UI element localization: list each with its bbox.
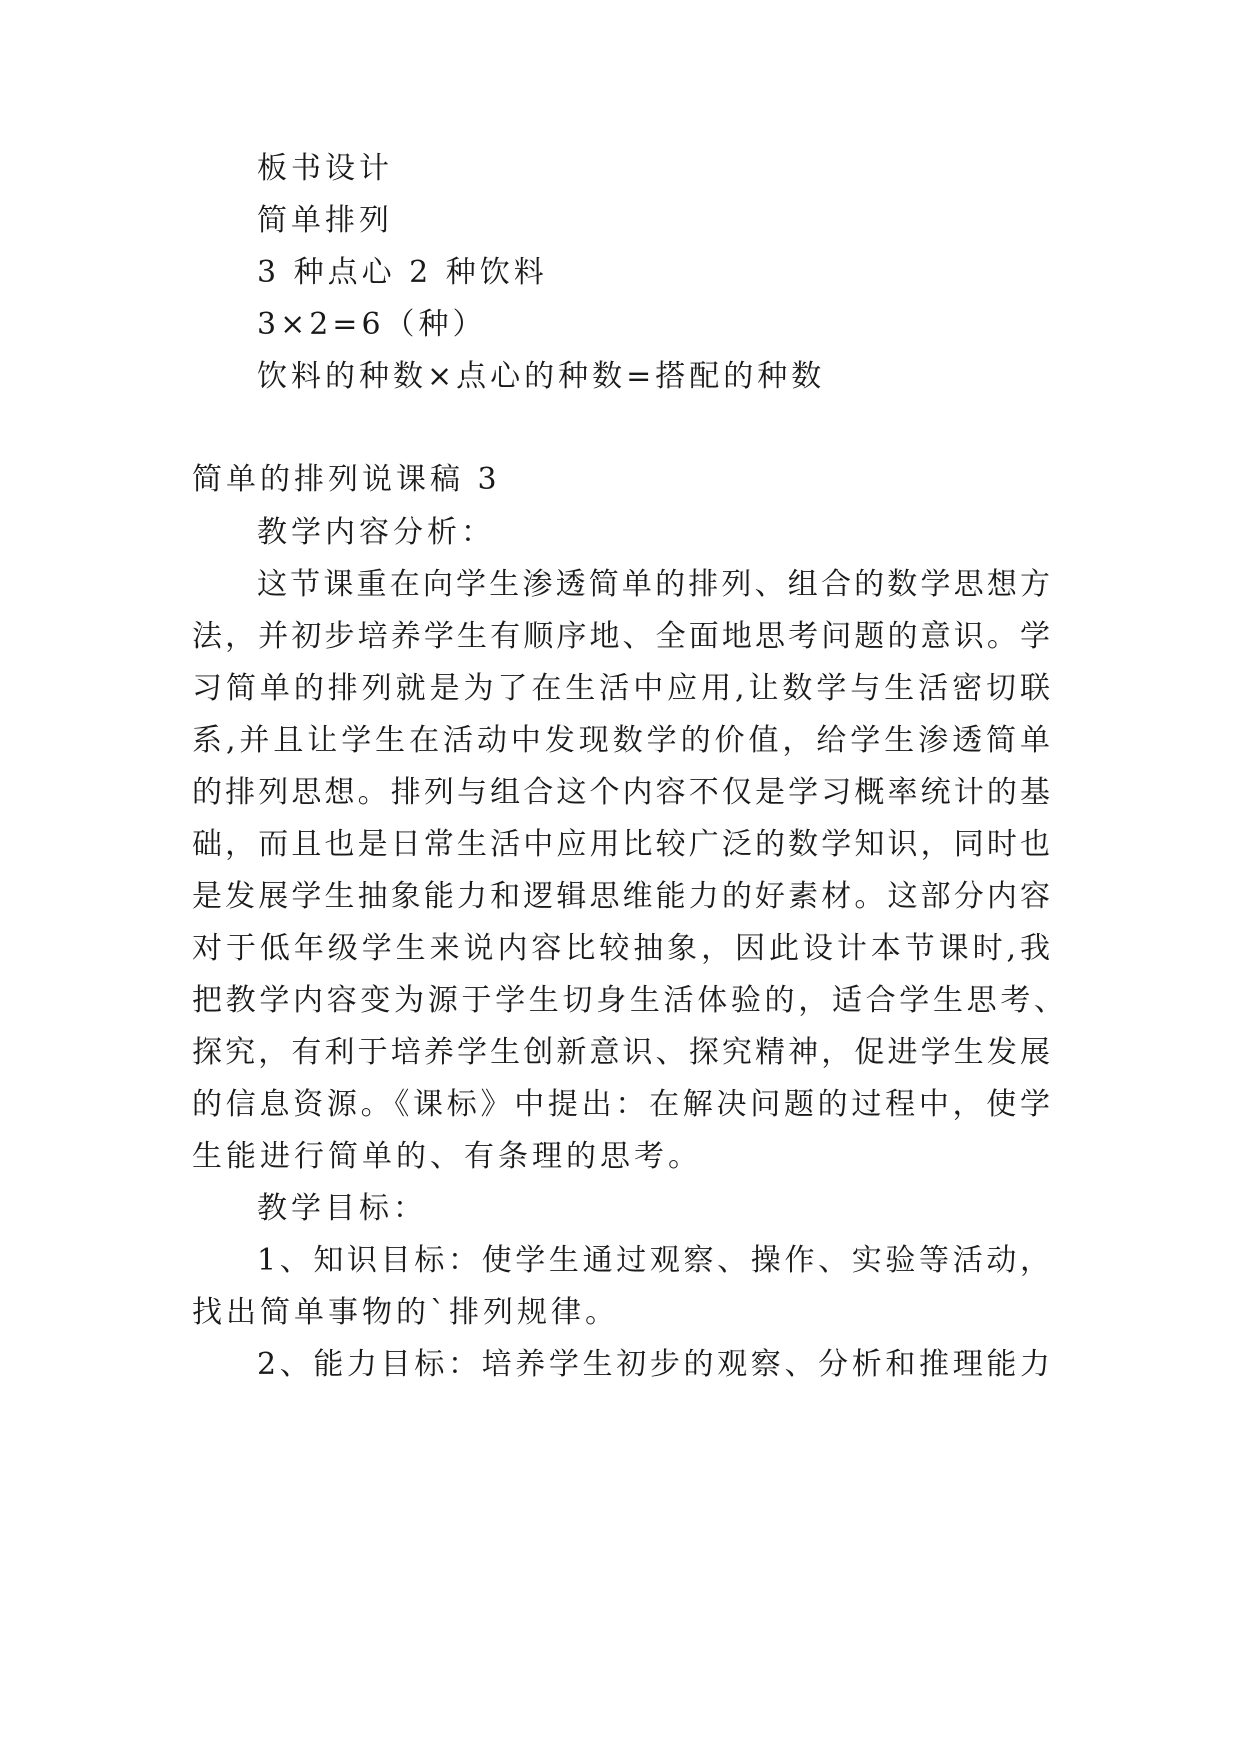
section-title: 简单的排列说课稿 3 [192,462,501,497]
paragraph-line: 的信息资源。《课标》中提出：在解决问题的过程中，使学 [192,1087,1050,1122]
paragraph-line: 的排列思想。排列与组合这个内容不仅是学习概率统计的基 [192,775,1050,810]
paragraph-line: 把教学内容变为源于学生切身生活体验的，适合学生思考、 [192,983,1064,1018]
paragraph-line: 对于低年级学生来说内容比较抽象，因此设计本节课时,我 [192,931,1050,966]
board-line-1: 简单排列 [257,203,393,238]
paragraph-line: 习简单的排列就是为了在生活中应用,让数学与生活密切联 [192,671,1050,706]
knowledge-goal-line-2: 找出简单事物的`排列规律。 [192,1295,619,1330]
board-line-4: 饮料的种数×点心的种数=搭配的种数 [257,359,826,394]
board-line-3: 3×2=6（种） [257,307,487,342]
paragraph-line: 础，而且也是日常生活中应用比较广泛的数学知识，同时也 [192,827,1050,862]
goals-heading: 教学目标： [257,1191,427,1226]
paragraph-line: 是发展学生抽象能力和逻辑思维能力的好素材。这部分内容 [192,879,1050,914]
paragraph-line: 系,并且让学生在活动中发现数学的价值，给学生渗透简单 [192,723,1050,758]
board-design-title: 板书设计 [257,151,393,186]
board-line-2: 3 种点心 2 种饮料 [257,255,548,290]
paragraph-line: 这节课重在向学生渗透简单的排列、组合的数学思想方 [257,567,1050,602]
paragraph-line: 探究，有利于培养学生创新意识、探究精神，促进学生发展 [192,1035,1050,1070]
ability-goal-line-1: 2、能力目标：培养学生初步的观察、分析和推理能力 [257,1347,1050,1382]
knowledge-goal-line-1: 1、知识目标：使学生通过观察、操作、实验等活动， [257,1243,1050,1278]
paragraph-line: 生能进行简单的、有条理的思考。 [192,1139,702,1174]
content-analysis-heading: 教学内容分析： [257,515,495,550]
paragraph-line: 法，并初步培养学生有顺序地、全面地思考问题的意识。学 [192,619,1050,654]
